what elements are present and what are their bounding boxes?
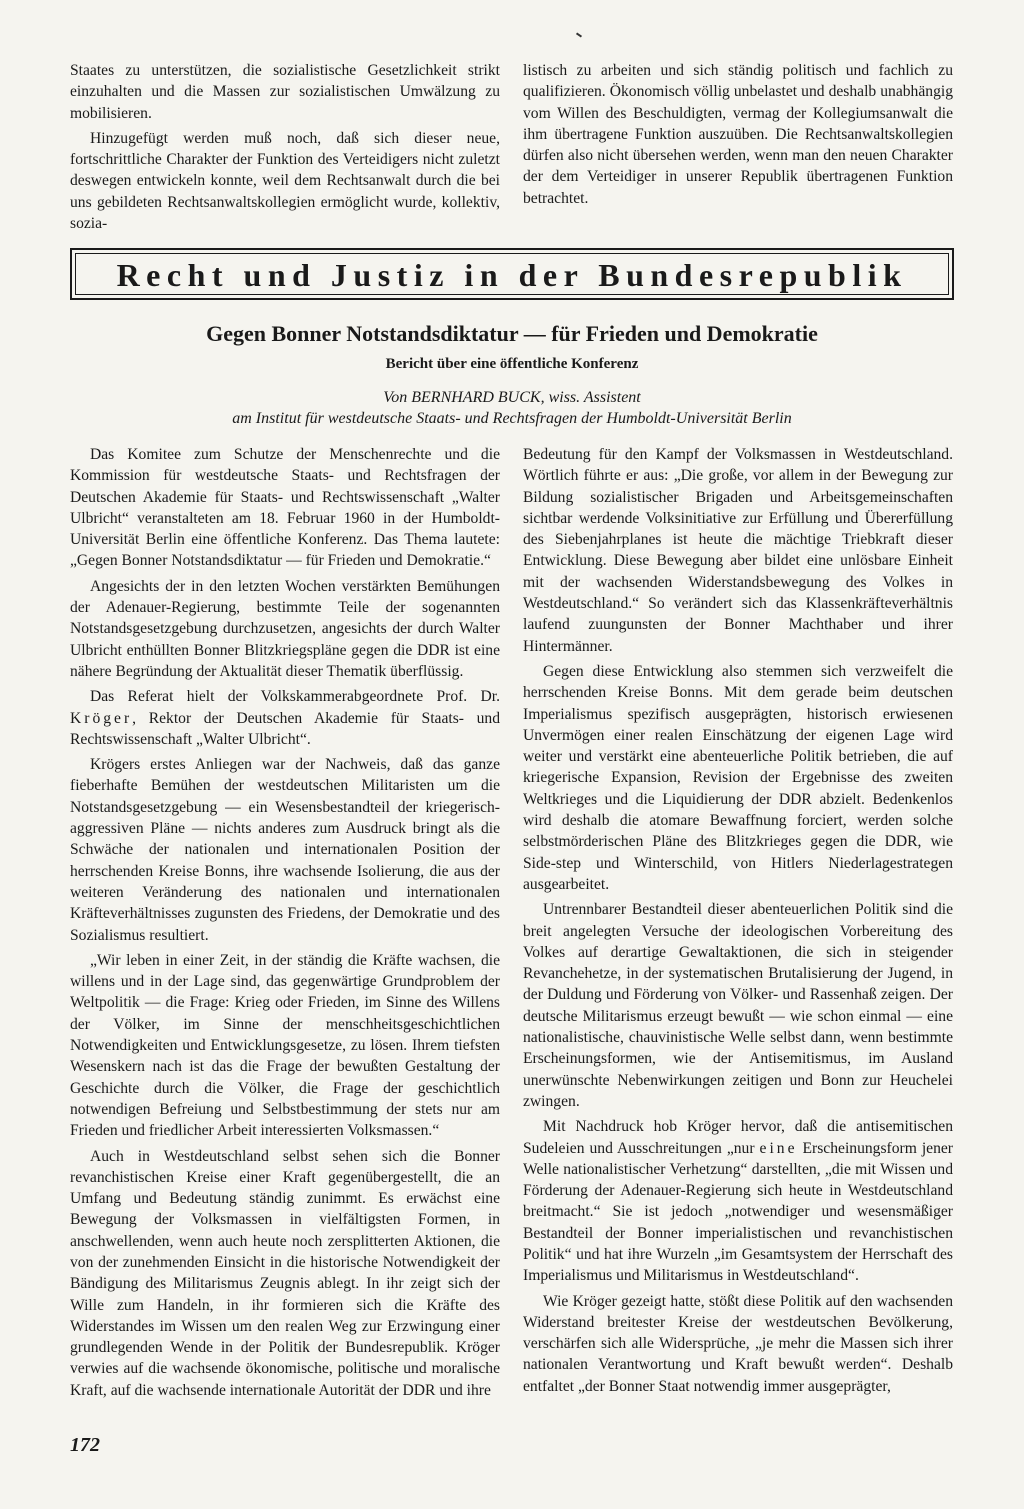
article-subtitle: Bericht über eine öffentliche Konferenz [385,356,639,372]
section-title: Recht und Justiz in der Bundesrepublik [116,257,908,293]
article-left-column [70,444,500,1401]
continued-text-left-column [70,60,500,234]
article-title: Gegen Bonner Notstandsdiktatur — für Frieden und Demokratie [206,321,818,346]
paragraph: „Wir leben in einer Zeit, in der ständig die Kräfte wachsen, die willens und in der Lage sind, das gegenwärtige Grundproblem der Weltpolitik — die Frage: Krieg oder Frieden, im Sinne des Willens der Völker, im Sinne der menschheitsgeschichtlichen Notwendigkeiten und Entwicklungsgesetze, zu lösen. Ihrem tiefsten Wesenskern nach ist das die Frage der bewußten Gestaltung der Geschichte durch die Völker, die Frage der geschichtlich notwendigen Befreiung und Selbstbestimmung der stets nur am Frieden und friedlicher Arbeit interessierten Volksmassen.“ [70,951,500,1140]
page-number: 172 [70,1434,100,1456]
paragraph [70,686,500,750]
continued-text-right-column [523,60,953,209]
author-line: Von BERNHARD BUCK, wiss. Assistent [383,389,641,406]
text-run: Erscheinungsform jener Welle nationalistischer Verhetzung“ darstellten, „die mit Wissen und Förderung der Adenauer-Regierung sich heute in Westdeutschland breitmacht.“ Sie ist jedoch „notwendiger und wesensmäßiger Bestandteil der Bonner imperialistischen und revanchistischen Politik“ und hat ihre Wurzeln „im Gesamtsystem der Herrschaft des Imperialismus und Militarismus in Westdeutschland“. [523,1139,954,1285]
text-run: , Rektor der Deutschen Akademie für Staats- und Rechtswissenschaft „Walter Ulbricht“. [70,709,500,748]
paragraph [523,1116,953,1286]
paragraph: Angesichts der in den letzten Wochen verstärkten Bemühungen der Adenauer-Regierung, bestimmte Teile der sogenannten Notstandsgesetzgebung durchzusetzen, angesichts der durch Walter Ulbricht enthüllten Bonner Blitzkriegspläne gegen die DDR ist eine nähere Begründung der Aktualität dieser Thematik überflüssig. [70,577,500,680]
article-right-column [523,444,953,1397]
paragraph: listisch zu arbeiten und sich ständig politisch und fachlich zu qualifizieren. Ökonomisch völlig unbelastet und deshalb unabhängig vom Willen des Beschuldigten, vermag der Kollegiumsanwalt die ihm übertragene Funktion auszuüben. Die Rechtsanwaltskollegien dürfen also nicht übersehen werden, wenn man den neuen Charakter der dem Verteidiger in unserer Republik übertragenen Funktion betrachtet. [523,62,953,207]
paragraph: Gegen diese Entwicklung also stemmen sich verzweifelt die herrschenden Kreise Bonns. Mit dem gerade beim deutschen Imperialismus spezifisch ausgeprägten, historisch erwiesenen Unvermögen einer realen Einschätzung der eigenen Lage wird weiter und verstärkt eine abenteuerliche Politik betrieben, die auf kriegerische Expansion, Revision der Ergebnisse des zweiten Weltkrieges und die Liquidierung der DDR abzielt. Bedenkenlos wird deshalb die atomare Bewaffnung forciert, werden solche selbstmörderischen Pläne des Blitzkrieges gegen die DDR, wie Side-step und Winterschild, von Hitlers Niederlagestrategen ausgearbeitet. [523,662,953,893]
paragraph: Staates zu unterstützen, die sozialistische Gesetzlichkeit strikt einzuhalten und die Massen zur sozialistischen Umwälzung zu mobilisieren. [70,62,500,122]
paragraph: Bedeutung für den Kampf der Volksmassen in Westdeutschland. Wörtlich führte er aus: „Die große, vor allem in der Bewegung zur Bildung sozialistischer Brigaden und Arbeitsgemeinschaften sichtbar werdende Volksinitiative zur Erfüllung und Übererfüllung des Siebenjahrplanes ist heute die mächtige Triebkraft dieser Entwicklung. Diese Bewegung aber bildet eine unlösbare Einheit mit der wachsenden Widerstandsbewegung des Volkes in Westdeutschland.“ So verändert sich das Klassenkräfteverhältnis laufend zuungunsten der Bonner Machthaber und ihrer Hintermänner. [523,446,953,655]
paragraph: Das Komitee zum Schutze der Menschenrechte und die Kommission für westdeutsche Staats- und Rechtsfragen der Deutschen Akademie für Staats- und Rechtswissenschaft „Walter Ulbricht“ veranstalteten am 18. Februar 1960 in der Humboldt-Universität Berlin eine öffentliche Konferenz. Das Thema lautete: „Gegen Bonner Notstandsdiktatur — für Frieden und Demokratie.“ [70,446,500,570]
print-speck [576,32,582,37]
speaker-name: Kröger [70,709,133,727]
section-banner [70,248,954,300]
paragraph: Hinzugefügt werden muß noch, daß sich dieser neue, fortschrittliche Charakter der Funktion des Verteidigers nicht zuletzt deswegen entwickeln konnte, weil dem Rechtsanwalt durch die bei uns gebildeten Rechtsanwaltskollegien ermöglicht wurde, kollektiv, sozia- [70,129,500,233]
paragraph: Wie Kröger gezeigt hatte, stößt diese Politik auf den wachsenden Widerstand breitester Kreise der westdeutschen Bevölkerung, verschärfen sich alle Widersprüche, „je mehr die Massen sich ihrer nationalen Verantwortung und Kraft bewußt werden“. Deshalb entfaltet „der Bonner Staat notwendig immer ausgeprägter, [523,1292,953,1395]
author-affiliation: am Institut für westdeutsche Staats- und Rechtsfragen der Humboldt-Universität Berlin [232,410,792,427]
emphasis: eine [759,1139,798,1157]
text-run: Mit Nachdruck hob Kröger hervor, daß die antisemitischen Sudeleien und Ausschreitungen „nur [523,1118,953,1157]
paragraph: Auch in Westdeutschland selbst sehen sich die Bonner revanchistischen Kreise einer Kraft gegenübergestellt, die an Umfang und Bedeutung ständig zunimmt. Es erwächst eine Bewegung der Volksmassen in vielfältigsten Formen, in anschwellenden, wenn auch heute noch zersplitterten Aktionen, die von der zunehmenden Einsicht in die historische Notwendigkeit der Bändigung des Militarismus Zeugnis ablegt. In ihr zeigt sich der Wille zum Handeln, in ihr formieren sich die Kräfte des Widerstandes im Wissen um den realen Weg zur Erzwingung einer grundlegenden Wende in der Politik der Bundesrepublik. Kröger verwies auf die wachsende ökonomische, politische und moralische Kraft, auf die wachsende internationale Autorität der DDR und ihre [70,1147,500,1399]
paragraph: Untrennbarer Bestandteil dieser abenteuerlichen Politik sind die breit angelegten Versuche der ideologischen Vorbereitung des Volkes auf derartige Gewaltaktionen, die sich in steigender Revanchehetze, in der systematischen Brutalisierung der Jugend, in der Duldung und Förderung von Völker- und Rassenhaß zeigen. Der deutsche Militarismus erzeugt bewußt — wie schon einmal — eine nationalistische, chauvinistische Welle selbst dann, wenn bestimmte Erscheinungsformen, wie der Antisemitismus, im Ausland unerwünschte Nebenwirkungen zeitigen und Bonn zur Heuchelei zwingen. [523,901,953,1110]
paragraph: Krögers erstes Anliegen war der Nachweis, daß das ganze fieberhafte Bemühen der westdeutschen Militaristen um die Notstandsgesetzgebung — ein Wesensbestandteil der kriegerisch-aggressiven Pläne — nichts anderes zum Ausdruck bringt als die Schwäche der nationalen und internationalen Position der herrschenden Kreise Bonns, ihre wachsende Isolierung, die aus der weiteren Veränderung des nationalen und internationalen Kräfteverhältnisses zugunsten des Friedens, der Demokratie und des Sozialismus resultiert. [70,756,500,944]
text-run: Das Referat hielt der Volkskammerabgeordnete Prof. Dr. [90,688,500,706]
